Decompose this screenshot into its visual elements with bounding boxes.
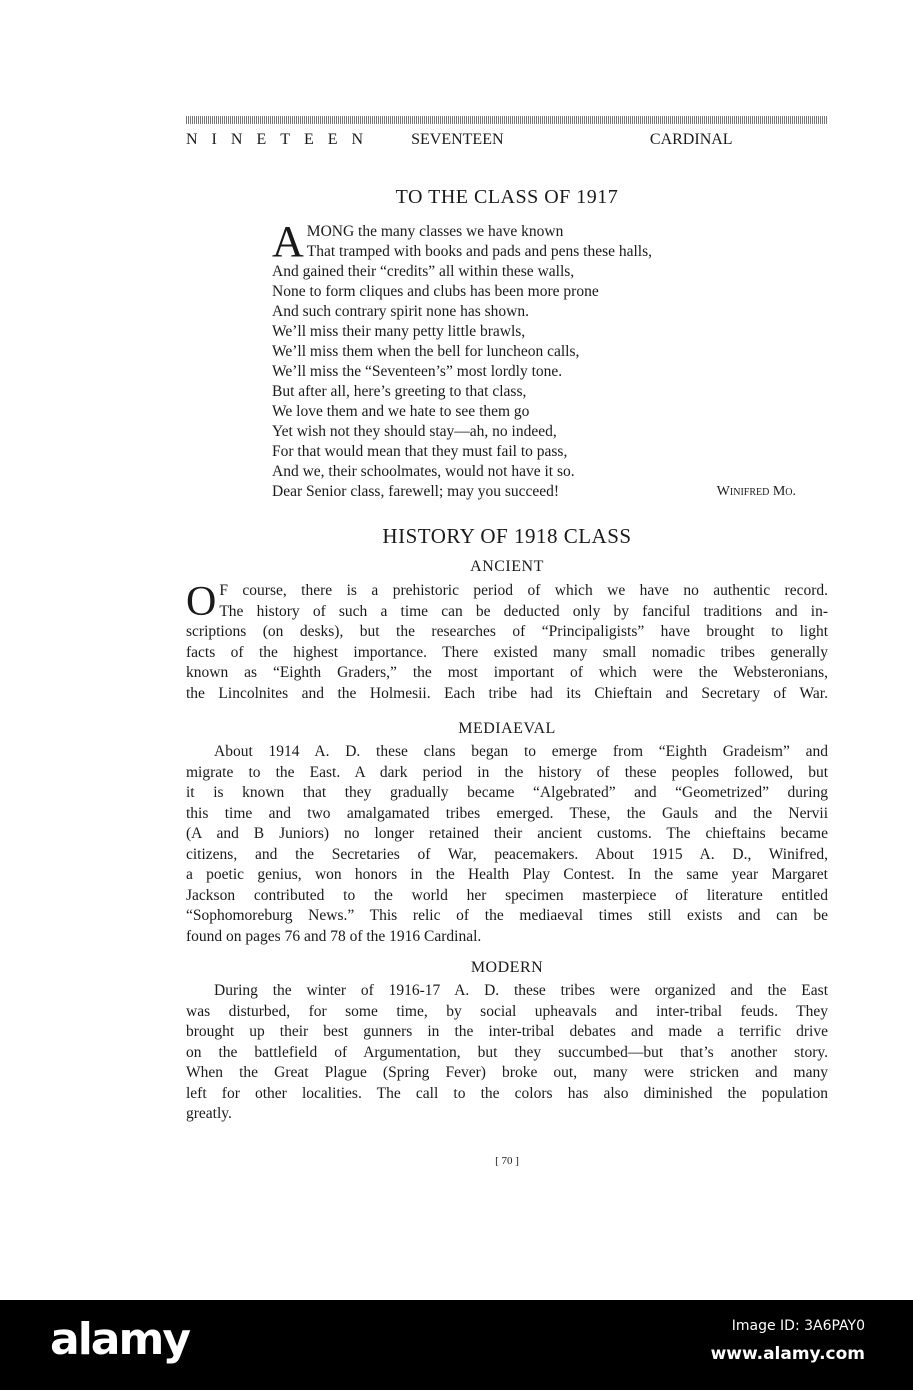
paragraph-line: known as “Eighth Graders,” the most important of which were the Websteronians, bbox=[186, 664, 828, 681]
paragraph-line: migrate to the East. A dark period in the history of these peoples followed, but bbox=[186, 763, 828, 781]
paragraph-line: it is known that they gradually became “Algebrated” and “Geometrized” during bbox=[186, 784, 828, 801]
paragraph-line: (A and B Juniors) no longer retained their ancient customs. The chieftains became bbox=[186, 825, 828, 842]
poem-line: And such contrary spirit none has shown. bbox=[272, 303, 529, 320]
paragraph-line: citizens, and the Secretaries of War, peacemakers. About 1915 A. D., Winifred, bbox=[186, 845, 828, 863]
poem-line: And gained their “credits” all within these walls, bbox=[272, 263, 575, 280]
paragraph-line: About 1914 A. D. these clans began to emerge from “Eighth Gradeism” and bbox=[214, 743, 828, 760]
paragraph-line: on the battlefield of Argumentation, but they succumbed—but that’s another story. bbox=[186, 1043, 828, 1061]
running-head-word: SEVENTEEN bbox=[411, 131, 504, 148]
watermark-banner bbox=[0, 1300, 913, 1390]
paragraph-line: “Sophomoreburg News.” This relic of the mediaeval times still exists and can be bbox=[186, 907, 828, 924]
poem-line: We’ll miss the “Seventeen’s” most lordly tone. bbox=[272, 363, 563, 380]
paragraph-line: found on pages 76 and 78 of the 1916 Cardinal. bbox=[186, 927, 482, 945]
image-id: Image ID: 3A6PAY0 bbox=[731, 1318, 865, 1334]
poem-line: None to form cliques and clubs has been more prone bbox=[272, 283, 599, 300]
poem-title: TO THE CLASS OF 1917 bbox=[395, 186, 619, 208]
alamy-logo: alamy bbox=[50, 1314, 189, 1365]
section-heading-ancient: ANCIENT bbox=[470, 558, 544, 575]
paragraph-line: brought up their best gunners in the inter-tribal debates and made a terrific drive bbox=[186, 1023, 828, 1040]
poem bbox=[272, 217, 812, 512]
poem-line: That tramped with books and pads and pens these halls, bbox=[306, 243, 653, 260]
poem-line: Dear Senior class, farewell; may you succeed! bbox=[272, 483, 560, 500]
history-title: HISTORY OF 1918 CLASS bbox=[382, 524, 632, 548]
running-head-word: NINETEEN bbox=[186, 131, 378, 148]
section-mediaeval bbox=[186, 742, 828, 947]
paragraph-line: a poetic genius, won honors in the Health Play Contest. In the same year Margaret bbox=[186, 866, 828, 883]
section-heading-modern: MODERN bbox=[470, 959, 544, 976]
paragraph-line: Jackson contributed to the world her specimen masterpiece of literature entitled bbox=[186, 886, 828, 904]
paragraph-line: The history of such a time can be deducted only by fanciful traditions and in- bbox=[219, 602, 828, 620]
poem-line: Yet wish not they should stay—ah, no indeed, bbox=[272, 423, 557, 440]
page-number: [ 70 ] bbox=[495, 1155, 519, 1167]
section-modern bbox=[186, 981, 828, 1125]
paragraph-line: left for other localities. The call to the colors has also diminished the population bbox=[186, 1084, 828, 1102]
paragraph-line: was disturbed, for some time, by social upheavals and inter-tribal feuds. They bbox=[186, 1002, 828, 1020]
poem-line: And we, their schoolmates, would not have it so. bbox=[272, 463, 575, 480]
paragraph-line: When the Great Plague (Spring Fever) broke out, many were stricken and many bbox=[186, 1064, 828, 1081]
header-ornamental-rule bbox=[186, 116, 828, 124]
paragraph-line: F course, there is a prehistoric period of which we have no authentic record. bbox=[219, 582, 828, 599]
section-heading-mediaeval: MEDIAEVAL bbox=[458, 720, 556, 737]
running-head bbox=[186, 131, 828, 149]
site-url: www.alamy.com bbox=[710, 1344, 865, 1364]
poem-line: We love them and we hate to see them go bbox=[272, 403, 530, 420]
paragraph-line: this time and two amalgamated tribes emerged. These, the Gauls and the Nervii bbox=[186, 804, 828, 822]
drop-cap: A bbox=[272, 217, 304, 266]
paragraph-line: greatly. bbox=[186, 1105, 232, 1122]
poem-line: We’ll miss them when the bell for luncheon calls, bbox=[272, 343, 580, 360]
drop-cap: O bbox=[186, 579, 217, 625]
paragraph-line: facts of the highest importance. There existed many small nomadic tribes generally bbox=[186, 643, 828, 661]
paragraph-line: scriptions (on desks), but the researches of “Principaligists” have brought to light bbox=[186, 623, 828, 640]
poem-line: But after all, here’s greeting to that class, bbox=[272, 383, 527, 400]
paragraph-line: During the winter of 1916-17 A. D. these tribes were organized and the East bbox=[214, 982, 828, 999]
poem-line: MONG the many classes we have known bbox=[306, 223, 564, 240]
section-ancient bbox=[186, 581, 828, 704]
running-head-word: CARDINAL bbox=[649, 131, 733, 148]
poem-line: For that would mean that they must fail to pass, bbox=[272, 443, 568, 460]
poem-signature: Winifred Mo. bbox=[716, 484, 796, 499]
poem-line: We’ll miss their many petty little brawls, bbox=[272, 323, 526, 340]
paragraph-line: the Lincolnites and the Holmesii. Each tribe had its Chieftain and Secretary of War. bbox=[186, 684, 828, 702]
